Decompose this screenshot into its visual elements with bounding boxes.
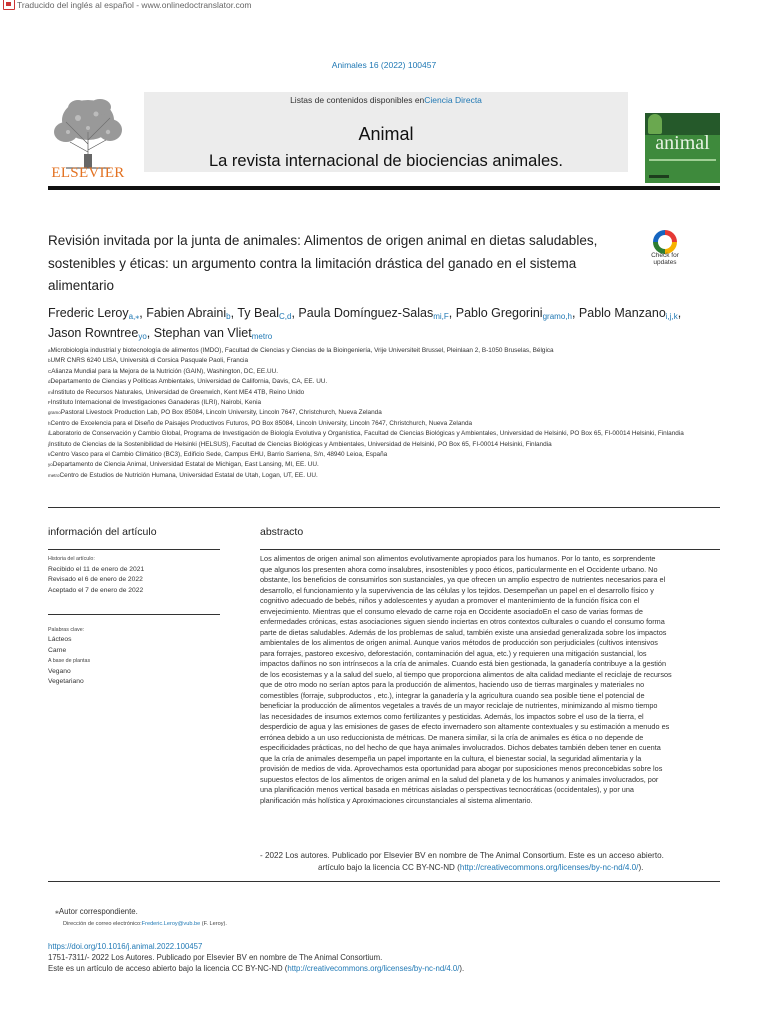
author-name: Fabien Abraini	[146, 306, 227, 320]
author-affiliation-marker[interactable]: b	[226, 312, 231, 321]
contents-availability	[144, 95, 628, 105]
author[interactable]	[237, 306, 291, 320]
affiliation-text: Centro Vasco para el Cambio Climático (BC3), Edificio Sede, Campus EHU, Barrio Sarriena, S/n, 48940 Leioa, España	[50, 451, 388, 459]
masthead	[48, 86, 720, 186]
article-title: Revisión invitada por la junta de animales: Alimentos de origen animal en dietas saludables, sostenibles y éticas: un argumento contra la limitación drástica del ganado en el sistema alimentario	[48, 233, 598, 293]
abstract-line: las necesidades de insumos externos como fertilizantes y pesticidas. Además, los impactos sobre el uso de la tierra, el	[260, 711, 644, 721]
affiliation-key: mi	[48, 389, 53, 395]
abstract-line: que algunos los presenten ahora como insalubres, insostenibles y poco éticos, particularmente en el Occidente urbano. No	[260, 564, 658, 574]
abstract-rule	[260, 549, 720, 550]
affiliation	[48, 346, 728, 356]
corresponding-author-note	[55, 907, 138, 916]
author[interactable]	[579, 306, 678, 320]
author-affiliation-marker[interactable]: mi,F	[433, 312, 449, 321]
article-history	[48, 554, 220, 596]
abstract-line: que la cría de animales desempeña un papel importante en la cultura, el bienestar social, la seguridad alimentaria y la	[260, 753, 642, 763]
abstract-line: desarrollo, el funcionamiento y la supervivencia de las células y los tejidos. Desempeñan un papel en el desarrollo físico y	[260, 585, 654, 595]
affiliation	[48, 377, 728, 387]
keywords-label: Palabras clave:	[48, 627, 85, 633]
abstract-line: Los alimentos de origen animal son alimentos evolutivamente apropiados para los humanos. Por lo tanto, es sorprendente	[260, 554, 656, 563]
affiliation	[48, 471, 728, 481]
abstract-line: desperdicio de agua y las emisiones de gases de efecto invernadero son altamente contextuales y su estimación a menudo es	[260, 722, 670, 731]
abstract-line: obstante, los beneficios de consumirlos son sustanciales, ya que ofrecen un amplio espectro de nutrientes necesarios para el	[260, 575, 666, 584]
keywords-sublabel: A base de plantas	[48, 658, 91, 665]
license-line-2	[260, 862, 720, 874]
affiliation-text: Centro de Excelencia para el Diseño de Paisajes Productivos Futuros, PO Box 85084, Lincoln University, Lincoln 7647, Christchurch, Nueva Zelanda	[50, 419, 473, 427]
affiliation	[48, 440, 728, 450]
affiliation-text: Laboratorio de Conservación y Cambio Global, Programa de Investigación de Biología Evolutiva y Organística, Facultad de Ciencias Biológicas y Ambientales, Universidad de Helsinki, PO Box 65, FI-00014 Helsinki, Finlandia	[49, 430, 684, 438]
email-label: Dirección de correo electrónico:	[63, 921, 142, 927]
affiliation-text: Instituto de Ciencias de la Sostenibilidad de Helsinki (HELSUS), Facultad de Ciencias Biológicas y Ambientales, Universidad de Helsinki, PO Box 65, FI-00014 Helsinki, Finlandia	[49, 440, 552, 448]
author-name: Ty Beal	[237, 306, 280, 320]
author[interactable]	[146, 306, 230, 320]
affiliation-key: gramo	[48, 410, 61, 416]
affiliation-key: k	[48, 452, 51, 458]
affiliation-text: Pastoral Livestock Production Lab, PO Box 85084, Lincoln University, Lincoln 7647, Christchurch, Nueva Zelanda	[60, 409, 382, 417]
crossmark-label: Check for updates	[651, 252, 679, 266]
license-suffix: ).	[638, 862, 644, 872]
affiliation	[48, 419, 728, 429]
affiliation-text: Alianza Mundial para la Mejora de la Nutrición (GAIN), Washington, DC, EE.UU.	[51, 367, 278, 375]
history-revised: Revisado el 6 de enero de 2022	[48, 576, 143, 583]
license-prefix: artículo bajo la licencia CC BY-NC-ND (	[318, 862, 460, 872]
keywords-rule	[48, 614, 220, 615]
abstract-line: planificación más holística y Aproximaciones circunstanciales al sistema alimentario.	[260, 795, 533, 805]
author-name: Jason Rowntree	[48, 326, 139, 340]
abstract-line: especificidades prácticas, no del hecho de que haya animales involucrados. Dichos debates también deben tener en cuenta	[260, 743, 661, 752]
translation-banner-text[interactable]: Traducido del inglés al español - www.onlinedoctranslator.com	[17, 0, 252, 10]
abstract-line: comestibles (forraje, subproductos , etc.), integrar la ganadería y la agricultura cuando sea posible tiene el potencial de	[260, 690, 645, 700]
affiliation-text: Instituto Internacional de Investigaciones Ganaderas (ILRI), Nairobi, Kenia	[50, 399, 262, 407]
affiliation	[48, 388, 728, 398]
oa-license-link[interactable]: http://creativecommons.org/licenses/by-nc-nd/4.0/	[287, 964, 460, 973]
affiliation-key: d	[48, 379, 51, 385]
abstract-line: beneficiar la producción de alimentos vegetales a través de un mayor reciclaje de nutrientes, minimizando al mismo tiempo	[260, 701, 658, 710]
affiliation-text: Departamento de Ciencias y Políticas Ambientales, Universidad de California, Davis, CA, EE. UU.	[50, 378, 328, 386]
corresponding-text: Autor correspondiente.	[58, 907, 138, 916]
journal-cover[interactable]	[645, 113, 720, 183]
author[interactable]	[298, 306, 448, 320]
crossmark-icon	[653, 230, 677, 254]
abstract-heading: abstracto	[260, 526, 304, 538]
cover-label-stripe	[649, 175, 669, 178]
affiliation-key: a	[48, 348, 51, 353]
open-access-statement	[48, 964, 464, 973]
abstract-line: enfermedades crónicas, estas asociaciones siguen siendo inciertas en otros contextos culturales o cuando el consumo forma	[260, 617, 665, 626]
author-name: Paula Domínguez-Salas	[298, 306, 434, 320]
cover-plant-image	[648, 114, 662, 134]
author[interactable]	[154, 326, 272, 340]
issn-copyright: 1751-7311/- 2022 Los Autores. Publicado por Elsevier BV en nombre de The Animal Consortium.	[48, 953, 383, 962]
author-name: Pablo Gregorini	[455, 306, 543, 320]
keywords	[48, 625, 220, 687]
publisher-name: ELSEVIER	[51, 165, 125, 181]
journal-reference[interactable]: Animales 16 (2022) 100457	[331, 60, 437, 70]
history-accepted: Aceptado el 7 de enero de 2022	[48, 586, 144, 594]
email-suffix: (F. Leroy).	[200, 921, 227, 927]
keyword: Carne	[48, 646, 67, 654]
author[interactable]	[48, 306, 139, 320]
affiliation-key: h	[48, 420, 51, 426]
author-affiliation-marker[interactable]: metro	[251, 332, 273, 341]
section-rule-bottom	[48, 881, 720, 882]
author[interactable]	[48, 326, 147, 340]
cover-stripe	[649, 159, 716, 161]
oa-suffix: ).	[459, 964, 465, 973]
affiliation-key: C	[48, 368, 52, 374]
author-affiliation-marker[interactable]: i,j,k	[665, 312, 678, 321]
author-name: Pablo Manzano	[578, 306, 666, 320]
author-list: Frederic Leroy$_{a,⁎}$, Fabien Abraini$_b$, Ty Beal$_{C,d}$, Paula Domínguez-Salas$_{mi,F}$, Pablo Gregorini$_{gramo,h}$, Pablo Manzano$_{i,j,k}$, Jason Rowntree$_{yo}$, Stephan van Vliet$_{metro}$	[48, 306, 682, 341]
translator-icon	[3, 0, 15, 10]
sciencedirect-link[interactable]: Ciencia Directa	[424, 95, 482, 105]
affiliation-text: Microbiología industrial y biotecnología de alimentos (IMDO), Facultad de Ciencias y Ciencias de la Bioingeniería, Vrije Universiteit Brussel, Pleinlaan 2, B-1050 Bruselas, Bélgica	[50, 347, 554, 354]
author-affiliation-marker[interactable]: a,⁎	[128, 312, 140, 321]
masthead-rule	[48, 186, 720, 190]
affiliation	[48, 429, 728, 439]
abstract-line: errónea debido a un uso reduccionista de métricas. De manera similar, si la cría de animales es ética o no depende de	[260, 732, 644, 742]
cover-journal-word: animal	[655, 132, 710, 154]
history-label: Historia del artículo:	[48, 556, 95, 562]
article-info-heading: información del artículo	[48, 526, 157, 538]
affiliation-list	[48, 346, 728, 481]
author-affiliation-marker[interactable]: C,d	[279, 312, 292, 321]
affiliation-text: UMR CNRS 6240 LISA, Università di Corsica Pasquale Paoli, Francia	[50, 357, 248, 365]
keyword: Lácteos	[48, 636, 72, 644]
author-name: Stephan van Vliet	[153, 326, 252, 340]
history-received: Recibido el 11 de enero de 2021	[48, 565, 145, 573]
abstract-line: impactos dañinos no son intrínsecos a la cría de animales. Cuando está bien gestionada, la ganadería contribuye a la gestión	[260, 659, 667, 668]
email-link[interactable]: Frederic.Leroy@vub.be	[141, 921, 201, 927]
author[interactable]	[456, 306, 572, 320]
journal-title: Animal	[358, 124, 414, 144]
affiliation-key: j	[48, 441, 49, 447]
abstract-line: supuestos efectos de los alimentos de origen animal en la salud del planeta y de los humanos y animales involucrados, por	[260, 774, 659, 784]
masthead-banner	[144, 92, 628, 172]
oa-prefix: Este es un artículo de acceso abierto bajo la licencia CC BY-NC-ND (	[48, 964, 288, 973]
keyword: Vegetariano	[48, 678, 84, 686]
journal-subtitle: La revista internacional de biociencias animales.	[208, 152, 564, 170]
abstract-line: envejecimiento. Mientras que el consumo elevado de carne roja en Occidente asociadoEn el caso de varias formas de	[260, 606, 643, 616]
affiliation	[48, 450, 728, 460]
email-line	[63, 921, 227, 927]
abstract-line: parte de dietas saludables. Además de los problemas de salud, también existe una ansiedad generalizada sobre los impactos	[260, 627, 667, 637]
doi-link[interactable]: https://doi.org/10.1016/j.animal.2022.100457	[48, 942, 203, 951]
abstract-line: ambientales de los alimentos de origen animal. Aunque varios métodos de producción son perjudiciales (cultivos intensivos	[260, 638, 658, 647]
section-rule-top	[48, 507, 720, 508]
affiliation-key: i	[48, 431, 49, 437]
author-name: Frederic Leroy	[48, 306, 129, 320]
abstract-line: provisión de medios de vida. Aprovechamos esta oportunidad para abogar por suposiciones menos preconcebidas sobre los	[260, 764, 663, 773]
corresponding-marker: ⁎	[55, 907, 59, 916]
contents-prefix: Listas de contenidos disponibles en	[290, 95, 425, 105]
author-affiliation-marker[interactable]: yo	[138, 332, 147, 341]
affiliation-text: Departamento de Ciencia Animal, Universidad Estatal de Michigan, East Lansing, MI, EE. UU.	[52, 461, 319, 469]
article-info-rule	[48, 549, 220, 550]
abstract-line: de los ecosistemas y a la salud del suelo, al tiempo que proporciona alimentos de alta calidad mediante el reciclaje de recursos	[260, 669, 672, 679]
affiliation-text: Instituto de Recursos Naturales, Universidad de Greenwich, Kent ME4 4TB, Reino Unido	[52, 388, 305, 396]
license-link[interactable]: http://creativecommons.org/licenses/by-nc-nd/4.0/	[459, 862, 639, 872]
abstract-line: para forrajes, pastoreo excesivo, deforestación, contaminación del agua, etc.) y requieren una mitigación sustancial, los	[260, 648, 647, 658]
affiliation-key: F	[48, 400, 51, 406]
affiliation	[48, 367, 728, 377]
author-affiliation-marker[interactable]: gramo,h	[542, 312, 572, 321]
license-line-1: - 2022 Los autores. Publicado por Elsevier BV en nombre de The Animal Consortium. Este es un acceso abierto.	[260, 851, 664, 860]
abstract-line: cognitivo adecuado de bebés, niños y adolescentes y ayudan a promover el mantenimiento de la función física con el	[260, 596, 640, 605]
translation-banner[interactable]	[0, 0, 768, 14]
affiliation	[48, 398, 728, 408]
crossmark-badge[interactable]	[646, 230, 684, 266]
affiliation	[48, 356, 728, 366]
abstract-line: una planificación menos vertical basada en métricas aisladas o perspectivas tecnocráticas (occidentales), y por una	[260, 785, 634, 794]
affiliation-key: b	[48, 358, 51, 364]
affiliation-key: yo	[48, 462, 53, 468]
affiliation-key: metro	[48, 472, 60, 478]
abstract-body	[260, 554, 720, 806]
abstract-line: que de otro modo no serían aptos para la producción de alimentos, haciendo uso de tierras marginales y materiales no	[260, 680, 645, 689]
license-statement	[260, 850, 720, 873]
affiliation	[48, 408, 728, 418]
affiliation	[48, 460, 728, 470]
affiliation-text: Centro de Estudios de Nutrición Humana, Universidad Estatal de Utah, Logan, UT, EE. UU.	[59, 471, 318, 479]
keyword: Vegano	[48, 667, 71, 675]
